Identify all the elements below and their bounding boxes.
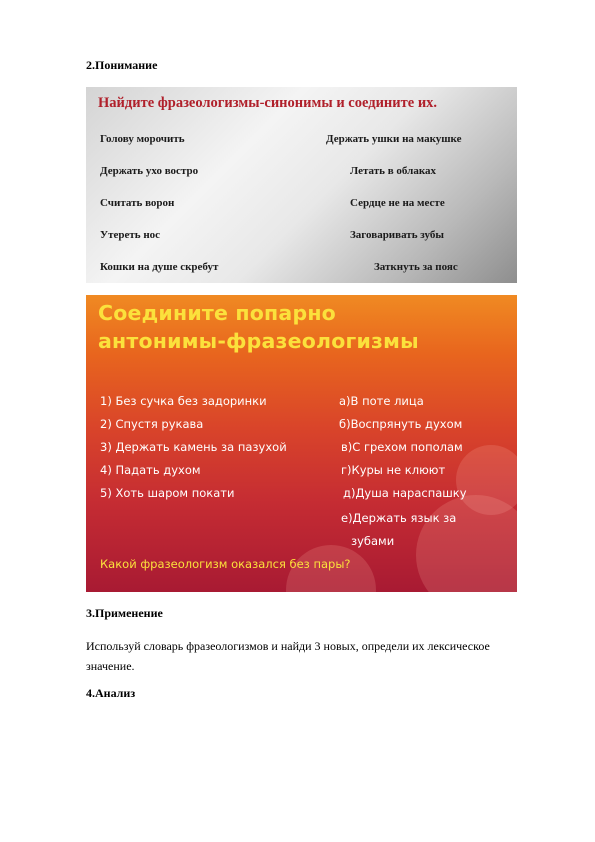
synonym-right-item: Заговаривать зубы (350, 229, 444, 241)
synonym-left-item: Голову морочить (100, 133, 185, 145)
antonym-left-item: 4) Падать духом (100, 463, 201, 477)
synonym-left-item: Держать ухо востро (100, 165, 199, 177)
synonym-left-item: Считать ворон (100, 197, 175, 209)
synonym-left-item: Кошки на душе скребут (100, 261, 219, 273)
antonym-left-item: 3) Держать камень за пазухой (100, 440, 287, 454)
section-application-heading: 3.Применение (86, 606, 163, 620)
application-paragraph: Используй словарь фразеологизмов и найди 3 новых, определи их лексическое значение. (86, 639, 490, 673)
synonyms-slide (86, 87, 517, 283)
antonym-left-item: 1) Без сучка без задоринки (100, 394, 267, 408)
synonym-left-item: Утереть нос (100, 229, 161, 241)
decor-flower-shape (456, 445, 517, 515)
synonym-right-item: Заткнуть за пояс (374, 261, 458, 273)
antonym-right-item: б)Воспрянуть духом (339, 417, 463, 431)
antonyms-slide-title-line2: антонимы-фразеологизмы (98, 329, 419, 353)
antonym-right-item: а)В поте лица (339, 394, 424, 408)
antonym-right-item: е)Держать язык за (341, 511, 457, 525)
synonym-right-item: Сердце не на месте (350, 197, 445, 209)
section-analysis-heading: 4.Анализ (86, 686, 136, 700)
antonyms-slide (86, 295, 517, 592)
synonyms-slide-title: Найдите фразеологизмы-синонимы и соедините их. (98, 95, 438, 111)
synonym-right-item: Летать в облаках (350, 165, 436, 177)
antonym-right-item: д)Душа нараспашку (343, 486, 467, 500)
synonym-right-item: Держать ушки на макушке (326, 133, 462, 145)
antonym-left-item: 5) Хоть шаром покати (100, 486, 235, 500)
antonym-right-item-continuation: зубами (351, 534, 395, 548)
antonyms-question: Какой фразеологизм оказался без пары? (100, 557, 351, 571)
antonym-left-item: 2) Спустя рукава (100, 417, 204, 431)
antonyms-slide-title-line1: Соедините попарно (98, 301, 336, 325)
antonym-right-item: г)Куры не клюют (341, 463, 446, 477)
section-understanding-heading: 2.Понимание (86, 58, 158, 72)
antonym-right-item: в)С грехом пополам (341, 440, 463, 454)
